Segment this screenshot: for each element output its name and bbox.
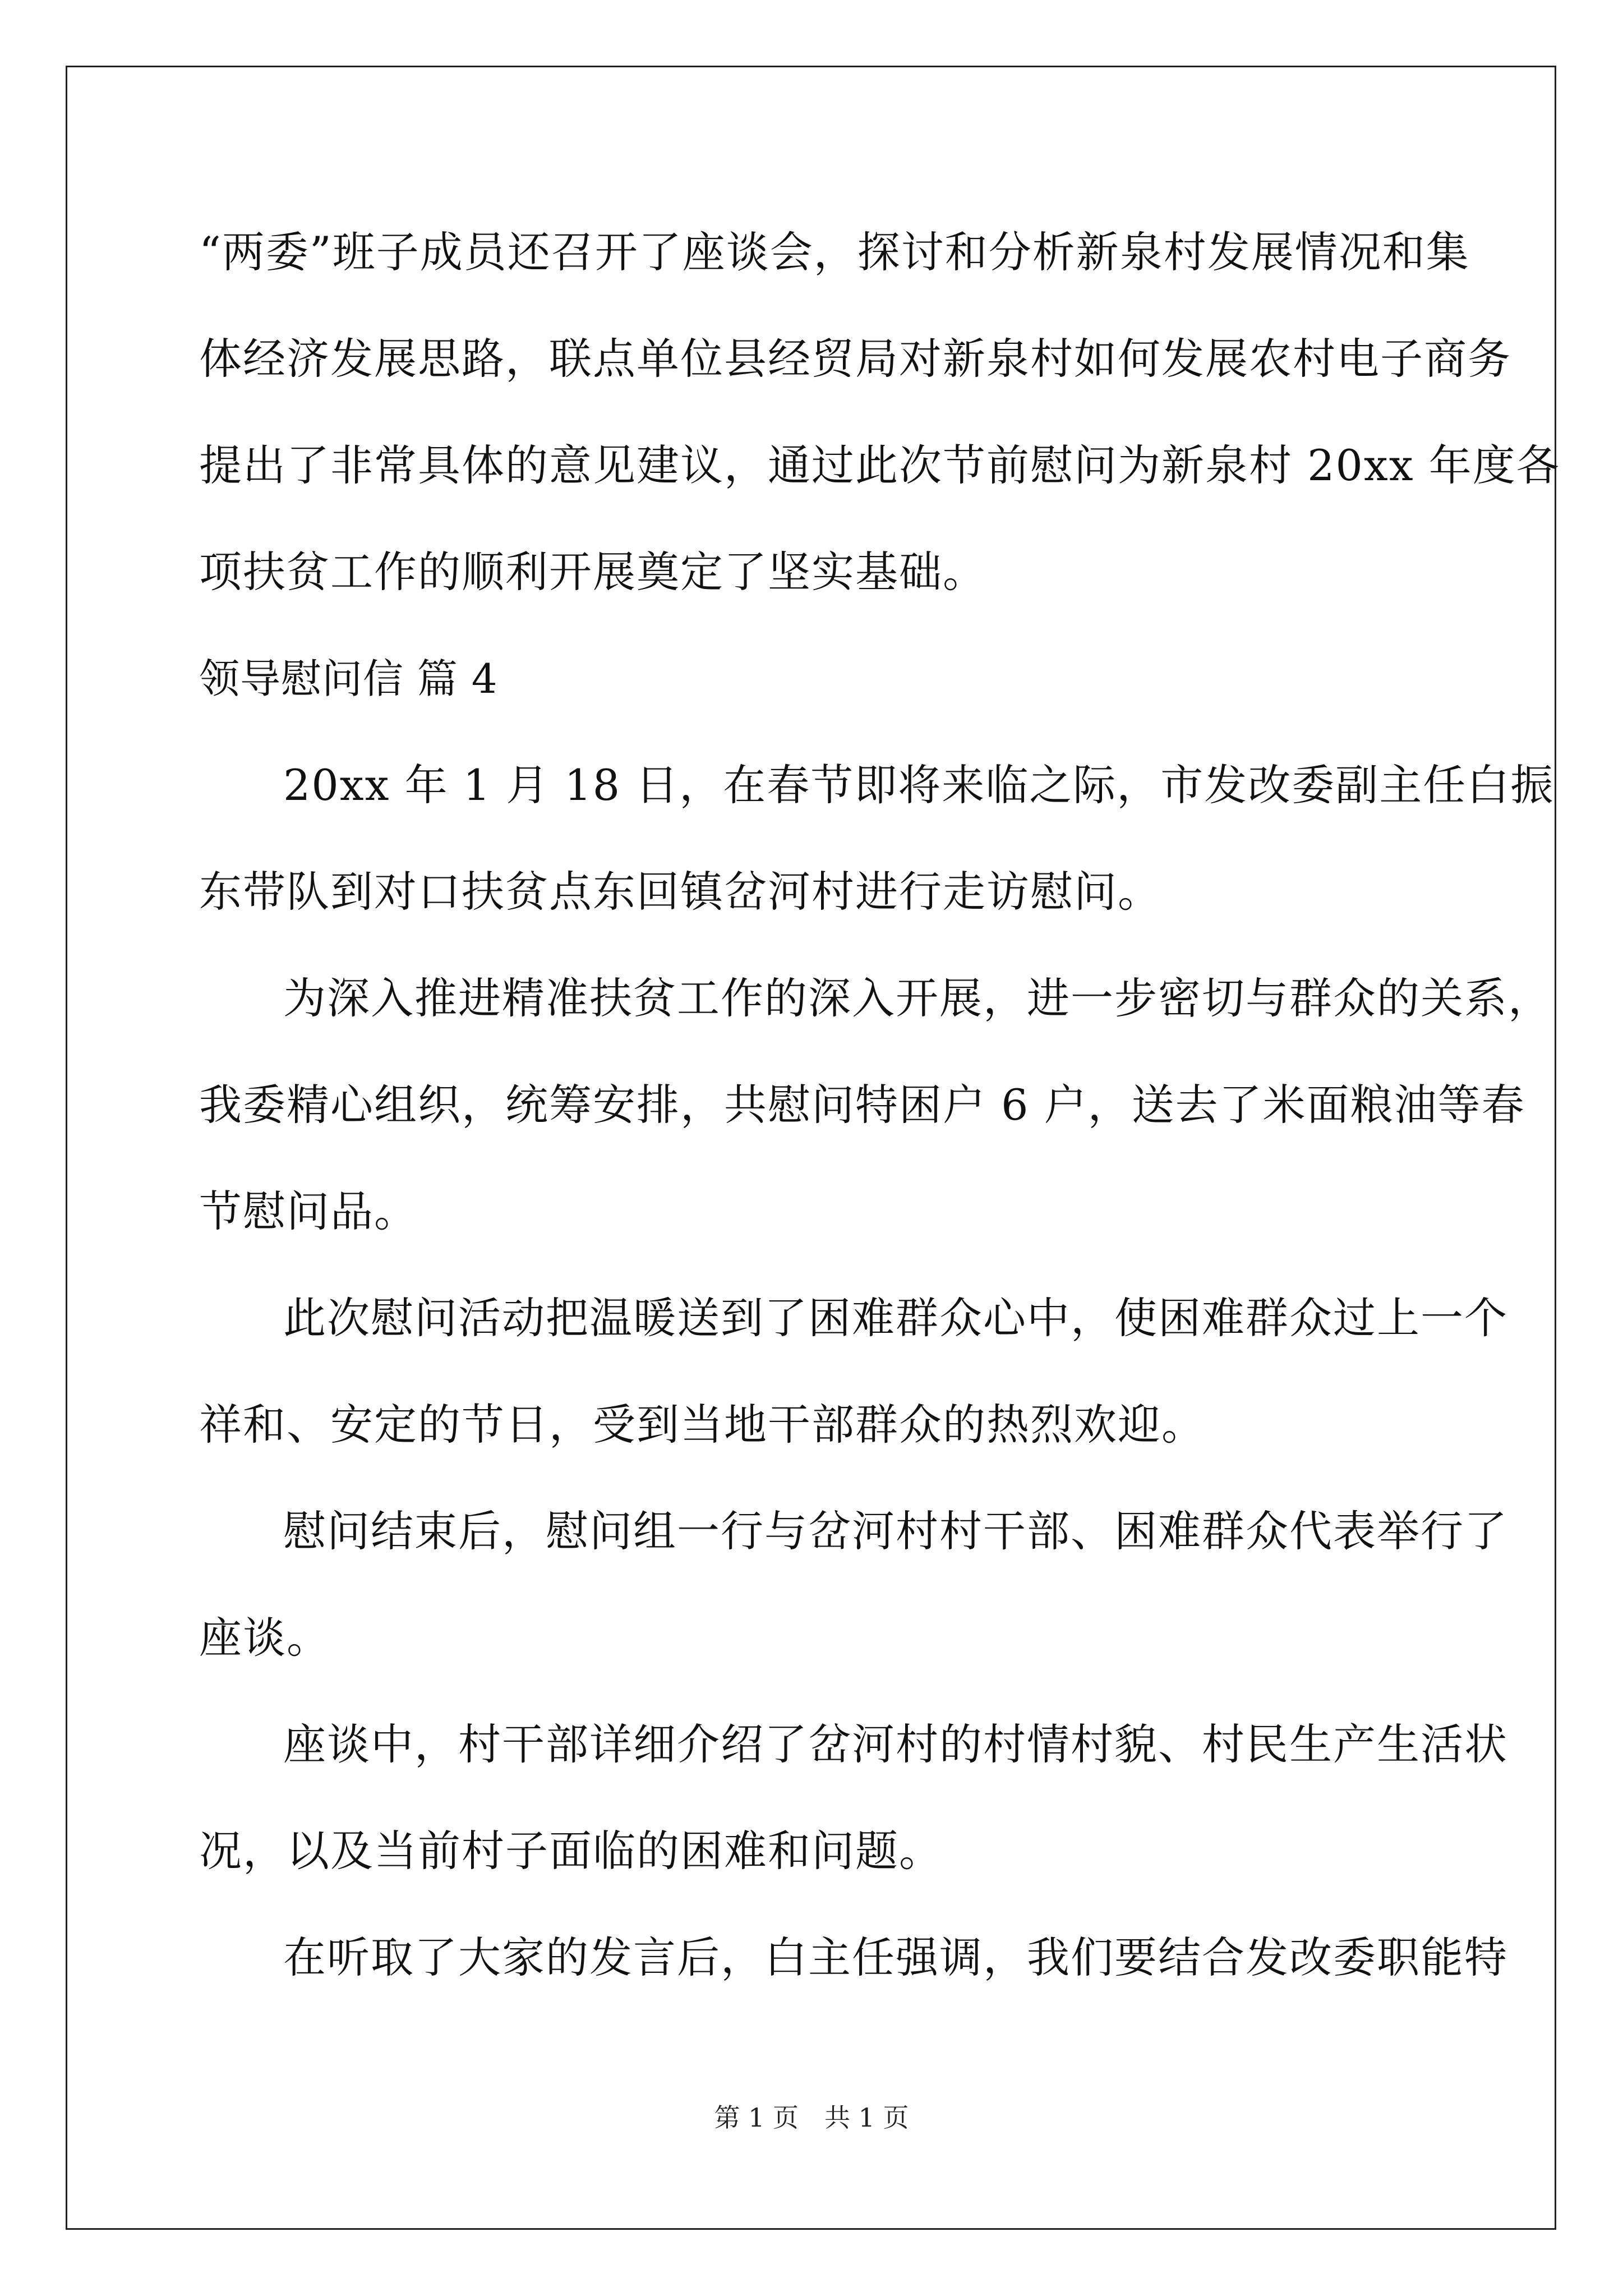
paragraph-first-line: 在听取了大家的发言后，白主任强调，我们要结合发改委职能特 [283, 1932, 1508, 1982]
text-line: “两委”班子成员还召开了座谈会，探讨和分析新泉村发展情况和集 [199, 227, 1470, 277]
paragraph-first-line: 为深入推进精准扶贫工作的深入开展，进一步密切与群众的关系， [283, 973, 1552, 1023]
text-line: 我委精心组织，统筹安排，共慰问特困户 6 户，送去了米面粮油等春 [199, 1080, 1525, 1130]
paragraph-first-line: 20xx 年 1 月 18 日，在春节即将来临之际，市发改委副主任白振 [283, 760, 1555, 810]
page-number-footer: 第 1 页 共 1 页 [714, 2102, 909, 2133]
paragraph-first-line: 此次慰问活动把温暖送到了困难群众心中，使困难群众过上一个 [283, 1293, 1508, 1343]
text-line: 提出了非常具体的意见建议，通过此次节前慰问为新泉村 20xx 年度各 [199, 440, 1560, 490]
text-line: 项扶贫工作的顺利开展奠定了坚实基础。 [199, 547, 986, 597]
paragraph-first-line: 慰问结束后，慰问组一行与岔河村村干部、困难群众代表举行了 [283, 1506, 1508, 1556]
section-heading: 领导慰问信 篇 4 [199, 655, 498, 702]
text-line: 体经济发展思路，联点单位县经贸局对新泉村如何发展农村电子商务 [199, 334, 1511, 384]
text-line: 祥和、安定的节日，受到当地干部群众的热烈欢迎。 [199, 1400, 1205, 1450]
text-line: 况，以及当前村子面临的困难和问题。 [199, 1826, 943, 1876]
text-line: 东带队到对口扶贫点东回镇岔河村进行走访慰问。 [199, 867, 1161, 917]
text-line: 节慰问品。 [199, 1186, 418, 1236]
document-body [199, 199, 1560, 2011]
text-line: 座谈。 [199, 1613, 330, 1663]
paragraph-first-line: 座谈中，村干部详细介绍了岔河村的村情村貌、村民生产生活状 [283, 1719, 1508, 1769]
